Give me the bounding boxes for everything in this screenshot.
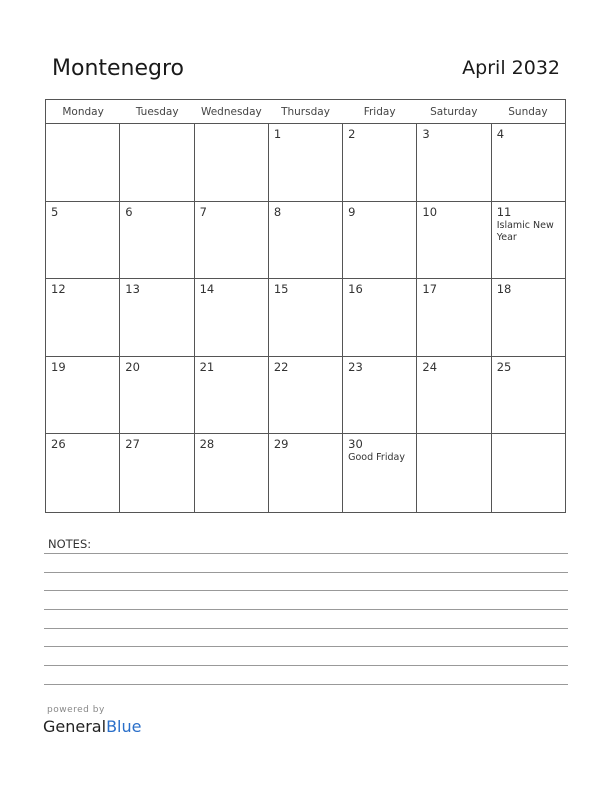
note-line[interactable] <box>44 628 568 629</box>
day-cell <box>492 124 565 201</box>
day-cell <box>195 357 269 434</box>
day-cell <box>120 124 194 201</box>
day-number: 6 <box>125 204 133 219</box>
note-line[interactable] <box>44 684 568 685</box>
day-number: 21 <box>199 359 215 374</box>
day-cell <box>492 357 565 434</box>
day-cell <box>269 202 343 279</box>
week-row <box>46 434 565 512</box>
note-line[interactable] <box>44 572 568 573</box>
weekday-saturday: Saturday <box>430 106 478 118</box>
day-cell <box>343 434 417 512</box>
holiday-label: Islamic New Year <box>496 219 554 243</box>
day-cell <box>269 124 343 201</box>
day-number: 16 <box>348 282 363 297</box>
brand-logo <box>43 717 141 736</box>
day-number: 2 <box>348 127 356 141</box>
weekday-tuesday: Tuesday <box>135 106 179 118</box>
day-cell <box>417 434 491 512</box>
day-cell <box>343 357 417 434</box>
day-number: 30 <box>348 437 363 452</box>
weekday-header-row <box>46 100 565 124</box>
brand-blue: Blue <box>106 717 142 736</box>
brand-general: General <box>43 717 107 736</box>
week-row <box>46 357 565 435</box>
day-number: 23 <box>348 359 363 374</box>
day-cell <box>417 279 491 356</box>
day-number: 20 <box>125 359 140 374</box>
day-number: 1 <box>273 127 282 141</box>
month-title: April 2032 <box>462 57 560 79</box>
day-cell <box>120 202 194 279</box>
week-row <box>46 202 565 280</box>
day-number: 19 <box>51 359 66 374</box>
weekday-sunday: Sunday <box>508 106 548 118</box>
holiday-label: Good Friday <box>348 452 405 464</box>
day-cell <box>195 434 269 512</box>
day-number: 3 <box>422 127 430 141</box>
day-number: 14 <box>199 282 215 297</box>
day-cell <box>417 124 491 201</box>
day-cell <box>195 202 269 279</box>
day-cell <box>120 434 194 512</box>
week-row <box>46 124 565 202</box>
day-cell <box>195 279 269 356</box>
day-cell <box>343 279 417 356</box>
notes-label: NOTES: <box>48 537 92 551</box>
day-number: 5 <box>51 204 59 219</box>
note-line[interactable] <box>44 665 568 666</box>
calendar-grid <box>45 99 566 513</box>
day-number: 9 <box>348 204 356 219</box>
day-number: 15 <box>273 282 289 297</box>
day-number: 22 <box>273 359 289 374</box>
day-cell <box>492 279 565 356</box>
day-cell <box>120 279 194 356</box>
day-cell <box>417 357 491 434</box>
day-number: 27 <box>125 437 140 452</box>
powered-by-label: powered by <box>47 705 105 715</box>
note-line[interactable] <box>44 609 568 610</box>
day-number: 28 <box>199 437 215 452</box>
country-title: Montenegro <box>52 56 185 81</box>
day-number: 26 <box>51 437 66 452</box>
weekday-thursday: Thursday <box>281 106 330 118</box>
day-cell <box>492 202 565 279</box>
day-number: 25 <box>496 359 512 374</box>
day-cell <box>46 279 120 356</box>
day-number: 24 <box>422 359 438 374</box>
day-number: 7 <box>199 204 207 219</box>
day-cell <box>46 357 120 434</box>
day-cell <box>269 434 343 512</box>
weekday-friday: Friday <box>363 106 396 118</box>
day-number: 13 <box>125 282 140 297</box>
day-cell <box>46 434 120 512</box>
week-row <box>46 279 565 357</box>
day-cell <box>417 202 491 279</box>
day-cell <box>343 124 417 201</box>
day-number: 29 <box>273 437 289 452</box>
day-number: 4 <box>496 127 505 141</box>
day-cell <box>46 124 120 201</box>
weekday-wednesday: Wednesday <box>200 106 262 118</box>
day-number: 10 <box>422 204 438 219</box>
day-cell <box>269 357 343 434</box>
day-cell <box>46 202 120 279</box>
day-cell <box>343 202 417 279</box>
day-cell <box>120 357 194 434</box>
note-line[interactable] <box>44 590 568 591</box>
weekday-monday: Monday <box>62 106 104 118</box>
day-number: 11 <box>496 204 512 219</box>
day-cell <box>269 279 343 356</box>
day-number: 12 <box>51 282 66 297</box>
day-cell <box>195 124 269 201</box>
day-number: 8 <box>273 204 282 219</box>
day-number: 18 <box>496 282 512 297</box>
day-cell <box>492 434 565 512</box>
day-number: 17 <box>422 282 438 297</box>
note-line[interactable] <box>44 553 568 554</box>
note-line[interactable] <box>44 646 568 647</box>
